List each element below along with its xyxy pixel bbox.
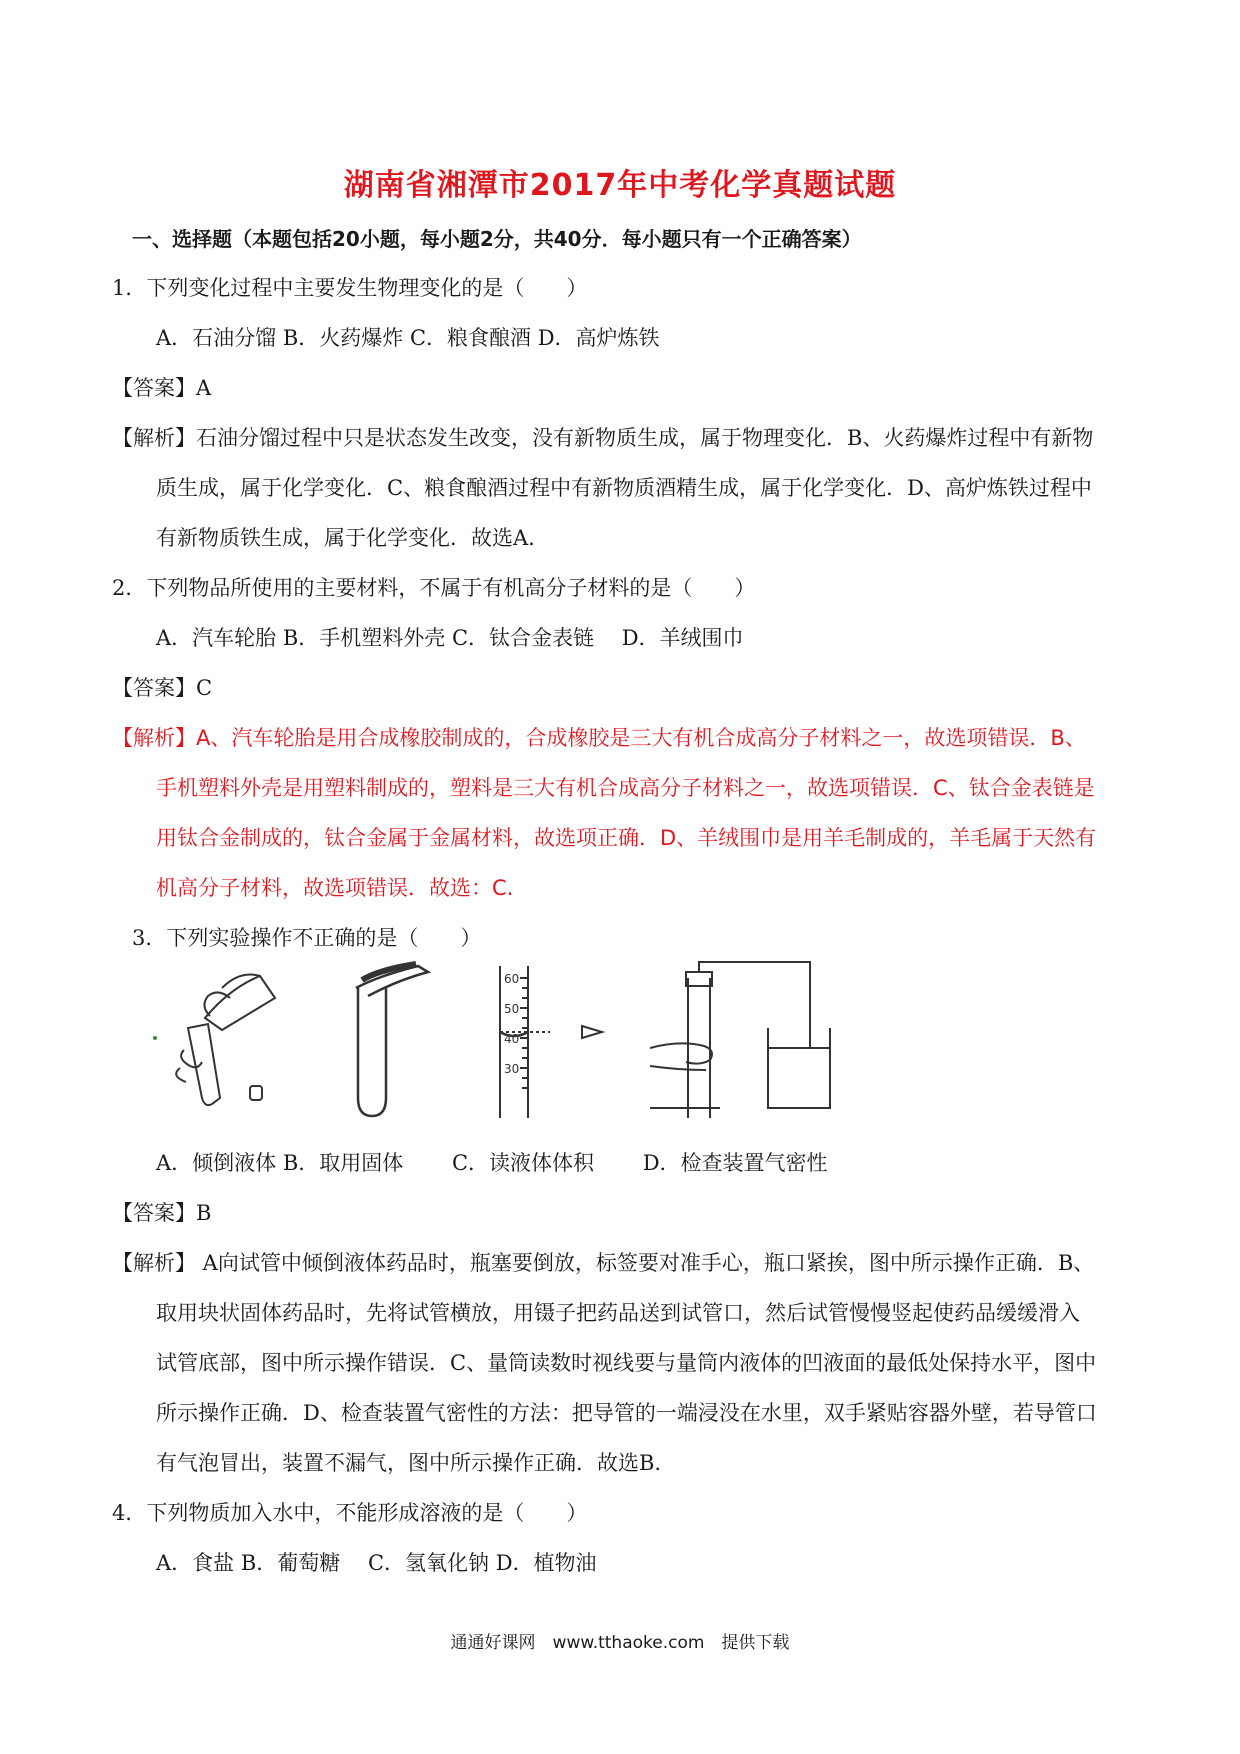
question-2-analysis-line: 机高分子材料，故选项错误．故选：C. xyxy=(156,876,514,900)
question-3-analysis-line: 所示操作正确．D、检查装置气密性的方法：把导管的一端浸没在水里，双手紧贴容器外壁，若导管口 xyxy=(156,1401,1097,1425)
cylinder-tick-label: 30 xyxy=(504,1062,520,1076)
question-1-analysis-line: 有新物质铁生成，属于化学变化．故选A. xyxy=(156,526,535,550)
cylinder-tick-label: 50 xyxy=(504,1002,520,1016)
question-3-options: A．倾倒液体 B．取用固体 C．读液体体积 D．检查装置气密性 xyxy=(156,1151,828,1175)
question-1-options: A．石油分馏 B．火药爆炸 C．粮食酿酒 D．高炉炼铁 xyxy=(156,326,660,350)
question-2-stem: 2．下列物品所使用的主要材料，不属于有机高分子材料的是（ ） xyxy=(112,576,756,600)
question-2-analysis-line: 用钛合金制成的，钛合金属于金属材料，故选项正确．D、羊绒围巾是用羊毛制成的，羊毛属于天然有 xyxy=(156,826,1097,850)
question-3-stem: 3．下列实验操作不正确的是（ ） xyxy=(132,926,482,950)
question-3-analysis-line: 取用块状固体药品时，先将试管横放，用镊子把药品送到试管口，然后试管慢慢竖起使药品缓缓滑入 xyxy=(156,1301,1080,1325)
question-1-answer: 【答案】A xyxy=(112,376,212,400)
question-2-options: A．汽车轮胎 B．手机塑料外壳 C．钛合金表链 D．羊绒围巾 xyxy=(156,626,744,650)
test-tube-figure xyxy=(348,958,438,1123)
section-heading: 一、选择题（本题包括20小题，每小题2分，共40分．每小题只有一个正确答案） xyxy=(132,227,862,251)
page-title: 湖南省湘潭市2017年中考化学真题试题 xyxy=(343,168,897,203)
cylinder-tick-label: 40 xyxy=(504,1032,520,1046)
question-3-analysis-line: 【解析】 A向试管中倾倒液体药品时，瓶塞要倒放，标签要对准手心，瓶口紧挨，图中所示操作正确．B、 xyxy=(112,1251,1095,1275)
question-4-stem: 4．下列物质加入水中，不能形成溶液的是（ ） xyxy=(112,1501,588,1525)
cylinder-tick-label: 60 xyxy=(504,972,520,986)
question-3-answer: 【答案】B xyxy=(112,1201,212,1225)
question-1-analysis-line: 质生成，属于化学变化．C、粮食酿酒过程中有新物质酒精生成，属于化学变化．D、高炉炼铁过程中 xyxy=(156,476,1092,500)
question-1-analysis-line: 【解析】石油分馏过程中只是状态发生改变，没有新物质生成，属于物理变化．B、火药爆炸过程中有新物 xyxy=(112,426,1094,450)
question-3-analysis-line: 试管底部，图中所示操作错误．C、量筒读数时视线要与量筒内液体的凹液面的最低处保持水平，图中 xyxy=(156,1351,1097,1375)
pouring-liquid-figure xyxy=(150,958,290,1123)
airtightness-check-figure xyxy=(650,958,850,1123)
question-3-figures xyxy=(150,958,850,1123)
question-1-stem: 1．下列变化过程中主要发生物理变化的是（ ） xyxy=(112,276,588,300)
question-2-analysis-line: 手机塑料外壳是用塑料制成的，塑料是三大有机合成高分子材料之一，故选项错误．C、钛合金表链是 xyxy=(156,776,1095,800)
question-4-options: A．食盐 B．葡萄糖 C．氢氧化钠 D．植物油 xyxy=(156,1551,597,1575)
question-3-analysis-line: 有气泡冒出，装置不漏气，图中所示操作正确．故选B. xyxy=(156,1451,662,1475)
question-2-analysis-line: 【解析】A、汽车轮胎是用合成橡胶制成的，合成橡胶是三大有机合成高分子材料之一，故选项错误．B、 xyxy=(112,726,1086,750)
page-footer: 通通好课网 www.tthaoke.com 提供下载 xyxy=(450,1633,790,1653)
question-2-answer: 【答案】C xyxy=(112,676,213,700)
graduated-cylinder-figure xyxy=(490,958,610,1123)
